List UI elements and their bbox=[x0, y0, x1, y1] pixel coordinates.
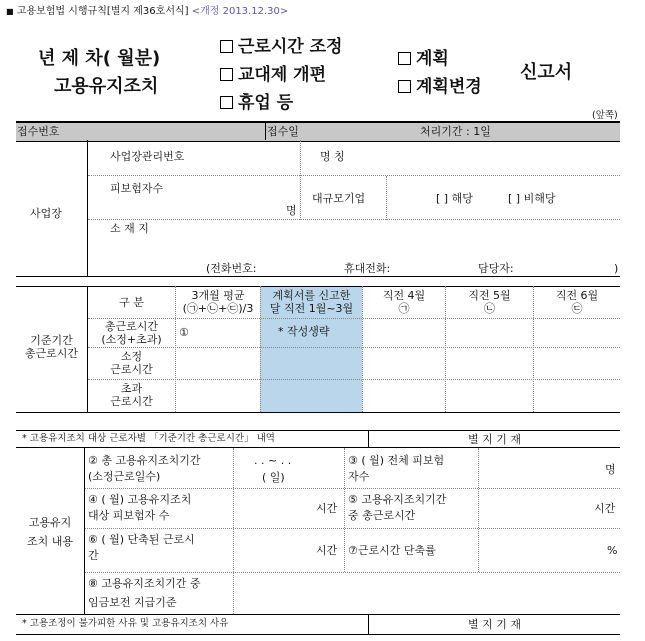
item6-unit: 시간 bbox=[316, 544, 338, 557]
option-shift-change[interactable]: 교대제 개편 bbox=[220, 60, 326, 85]
item2-label: ② 총 고용유지조치기간 (소정근로일수) bbox=[88, 454, 201, 484]
item2-dates: . . ~ . . bbox=[254, 454, 292, 467]
checkbox-icon[interactable] bbox=[398, 52, 411, 65]
divider bbox=[16, 447, 620, 448]
option-plan-change[interactable]: 계획변경 bbox=[398, 72, 482, 97]
omit-note: * 작성생략 bbox=[278, 325, 330, 338]
option-plan[interactable]: 계획 bbox=[398, 44, 449, 69]
col-header-plan-month: 계획서를 신고한 달 직전 1월~3월 bbox=[269, 289, 354, 316]
form-ref-text: 고용보험법 시행규칙[별지 제36호서식] bbox=[16, 6, 189, 17]
item3-unit: 명 bbox=[605, 463, 616, 476]
checkbox-icon[interactable] bbox=[220, 96, 233, 109]
divider bbox=[88, 175, 620, 176]
circle-1-mark: ① bbox=[179, 326, 189, 339]
divider bbox=[300, 140, 301, 220]
address-label: 소 재 지 bbox=[110, 222, 149, 235]
form-reference bbox=[6, 6, 288, 18]
divider bbox=[88, 347, 620, 348]
title-suffix: 신고서 bbox=[520, 62, 573, 83]
option-suspension[interactable]: 휴업 등 bbox=[220, 88, 293, 113]
divider bbox=[85, 528, 620, 529]
insured-label: 피보험자수 bbox=[110, 182, 164, 195]
item2-days: ( 일) bbox=[262, 471, 285, 484]
staff-row-value: 별 지 기 재 bbox=[468, 433, 521, 446]
divider bbox=[88, 318, 620, 319]
divider bbox=[16, 614, 620, 615]
item7-label: ⑦근로시간 단축률 bbox=[348, 544, 436, 557]
insured-unit: 명 bbox=[286, 204, 297, 217]
item5-unit: 시간 bbox=[594, 502, 616, 515]
row-regular-hours: 소정 근로시간 bbox=[110, 350, 153, 377]
divider bbox=[88, 379, 620, 380]
large-corp-no[interactable]: [ ] 비해당 bbox=[508, 192, 556, 205]
option-hours-adjust[interactable]: 근로시간 조정 bbox=[220, 32, 342, 57]
reason-row-label: * 고용조정이 불가피한 사유 및 고용유지조치 사유 bbox=[22, 618, 229, 629]
item6-label: ⑥ ( 월) 단축된 근로시 간 bbox=[88, 533, 195, 563]
row-total-hours: 총근로시간 (소정+초과) bbox=[101, 320, 162, 347]
divider bbox=[478, 448, 479, 572]
checkbox-icon[interactable] bbox=[220, 68, 233, 81]
checkbox-icon[interactable] bbox=[220, 40, 233, 53]
page-side: (앞쪽) bbox=[592, 110, 618, 121]
reason-row-value: 별 지 기 재 bbox=[468, 618, 521, 631]
receipt-no-label: 접수번호 bbox=[17, 125, 60, 138]
close-paren: ) bbox=[614, 262, 619, 275]
item4-label: ④ ( 월) 고용유지조치 대상 피보험자 수 bbox=[88, 493, 192, 523]
base-period-label: 기준기간 총근로시간 bbox=[24, 334, 79, 361]
item3-label: ③ ( 월) 전체 피보험 자수 bbox=[348, 454, 445, 484]
manager-label: 담당자: bbox=[478, 262, 514, 275]
staff-row-label: * 고용유지조치 대상 근로자별 「기준기간 총근로시간」 내역 bbox=[22, 433, 275, 444]
revision-date: <개정 2013.12.30> bbox=[191, 6, 289, 17]
receipt-bar bbox=[16, 121, 620, 142]
row-overtime-hours: 초과 근로시간 bbox=[110, 382, 153, 409]
divider bbox=[233, 448, 234, 614]
col-header-month5: 직전 5월 ㉡ bbox=[468, 289, 511, 316]
mgmt-no-label: 사업장관리번호 bbox=[110, 150, 185, 163]
title-line2: 고용유지조치 bbox=[54, 76, 159, 97]
processing-period: 처리기간 : 1일 bbox=[420, 125, 491, 138]
divider bbox=[16, 634, 620, 635]
workplace-label: 사업장 bbox=[30, 207, 62, 220]
col-header-month4: 직전 4월 ㉠ bbox=[382, 289, 426, 316]
divider bbox=[84, 448, 85, 614]
col-header-category: 구 분 bbox=[119, 296, 144, 309]
item7-unit: % bbox=[607, 544, 618, 557]
divider bbox=[85, 572, 620, 573]
checkbox-icon[interactable] bbox=[398, 80, 411, 93]
divider bbox=[87, 140, 88, 276]
col-header-month6: 직전 6월 ㉢ bbox=[555, 289, 599, 316]
divider bbox=[265, 123, 266, 140]
divider bbox=[386, 176, 387, 220]
large-corp-label: 대규모기업 bbox=[312, 192, 366, 205]
item4-unit: 시간 bbox=[316, 502, 338, 515]
divider bbox=[85, 488, 620, 489]
item5-label: ⑤ 고용유지조치기간 중 총근로시간 bbox=[348, 493, 447, 523]
divider bbox=[16, 276, 620, 277]
receipt-date-label: 접수일 bbox=[267, 125, 299, 138]
square-bullet-icon: ■ bbox=[6, 7, 14, 16]
divider bbox=[16, 430, 620, 431]
measure-label: 고용유지 조치 내용 bbox=[26, 516, 73, 549]
divider bbox=[88, 219, 620, 220]
divider bbox=[16, 412, 620, 413]
divider bbox=[344, 448, 345, 572]
item8-label: ⑧ 고용유지조치기간 중 임금보전 지급기준 bbox=[88, 577, 201, 610]
mobile-label: 휴대전화: bbox=[344, 262, 391, 275]
title-line1: 년 제 차( 월분) bbox=[38, 48, 161, 69]
col-header-average: 3개월 평균 (㉠+㉡+㉢)/3 bbox=[182, 289, 254, 316]
large-corp-yes[interactable]: [ ] 해당 bbox=[436, 192, 473, 205]
name-label: 명 칭 bbox=[320, 150, 345, 163]
phone-label: (전화번호: bbox=[206, 262, 257, 275]
